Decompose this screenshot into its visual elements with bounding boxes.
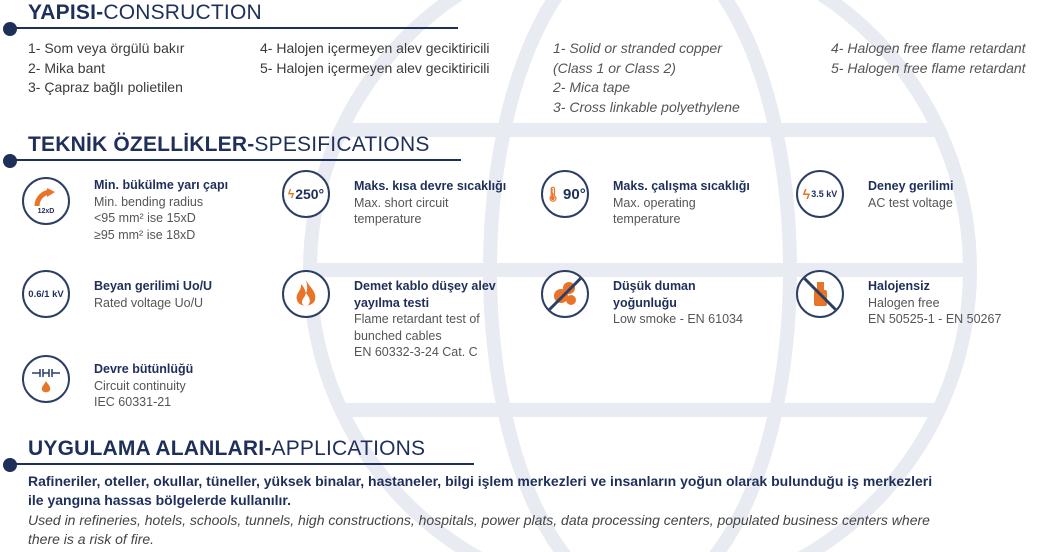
list-item: 4- Halogen free flame retardant — [831, 40, 1026, 56]
list-item: 1- Solid or stranded copper — [553, 40, 722, 56]
spec-label-tr: Halojensiz — [868, 279, 930, 293]
list-item: 3- Cross linkable polyethylene — [553, 98, 740, 115]
construction-en-col1 — [553, 39, 740, 117]
section-bullet — [3, 22, 17, 36]
list-item: 5- Halogen free flame retardant — [831, 59, 1026, 76]
icon-label: 90° — [563, 185, 586, 203]
construction-title-bold: YAPISI- — [28, 1, 104, 24]
short-circuit-temp-icon: ϟ 250° — [282, 170, 330, 218]
operating-temp-icon: 🌡︎ 90° — [541, 170, 589, 218]
spec-line: temperature — [354, 212, 422, 226]
spec-text — [354, 278, 496, 361]
list-item: 5- Halojen içermeyen alev geciktiricili — [260, 59, 490, 76]
spec-label-tr: yoğunluğu — [613, 295, 677, 310]
applications-title — [28, 437, 425, 461]
halogen-free-icon — [796, 270, 844, 318]
section-rule — [6, 463, 474, 465]
spec-label-tr: yayılma testi — [354, 295, 430, 310]
spec-label-tr: Min. bükülme yarı çapı — [94, 178, 229, 192]
icon-label: 12xD — [37, 207, 55, 215]
list-item: 1- Som veya örgülü bakır — [28, 40, 185, 56]
specifications-title-rest: SPESIFICATIONS — [254, 133, 430, 156]
circuit-continuity-icon — [22, 355, 70, 403]
section-rule — [6, 27, 458, 29]
section-bullet — [3, 458, 17, 472]
applications-tr-line: Rafineriler, oteller, okullar, tüneller, yüksek binalar, hastaneler, bilgi işlem merkezleri ve insanların yoğun olarak bulunduğu iş merkezleri — [28, 473, 933, 489]
spec-text — [94, 177, 228, 243]
spec-line: Min. bending radius — [94, 194, 204, 209]
applications-tr-line: ile yangına hassas bölgelerde kullanılır. — [28, 492, 291, 508]
spec-label-tr: Deney gerilimi — [868, 179, 954, 193]
applications-en-line: there is a risk of fire. — [28, 531, 155, 547]
list-item: 3- Çapraz bağlı polietilen — [28, 79, 183, 95]
low-smoke-icon — [541, 270, 589, 318]
spec-text — [613, 278, 743, 328]
icon-label: 250° — [295, 186, 325, 202]
spec-line: Rated voltage Uo/U — [94, 295, 204, 310]
construction-title-rest: CONSRUCTION — [103, 1, 262, 24]
construction-en-col2 — [831, 39, 1026, 78]
test-voltage-icon: ϟ 3.5 kV — [796, 170, 844, 218]
spec-label-tr: Düşük duman — [613, 279, 696, 293]
section-rule — [6, 159, 461, 161]
spec-text — [354, 178, 506, 228]
section-bullet — [3, 154, 17, 168]
spec-label-tr: Demet kablo düşey alev — [354, 279, 496, 293]
applications-title-bold: UYGULAMA ALANLARI- — [28, 437, 272, 460]
spec-text — [613, 178, 750, 228]
spec-line: AC test voltage — [868, 195, 953, 210]
specifications-title — [28, 133, 430, 157]
spec-line: Max. operating — [613, 195, 696, 210]
list-item: 4- Halojen içermeyen alev geciktiricili — [260, 40, 490, 56]
spec-line: Max. short circuit — [354, 195, 449, 210]
spec-text — [94, 361, 193, 411]
spec-line: Low smoke - EN 61034 — [613, 312, 743, 326]
spec-text — [94, 278, 212, 311]
spec-line: Circuit continuity — [94, 378, 186, 393]
list-item: 2- Mica tape — [553, 79, 631, 95]
list-item: 2- Mika bant — [28, 59, 106, 76]
spec-text — [868, 278, 1001, 328]
spec-line: EN 50525-1 - EN 50267 — [868, 312, 1002, 326]
spec-label-tr: Devre bütünlüğü — [94, 362, 194, 376]
applications-title-rest: APPLICATIONS — [271, 437, 426, 460]
icon-label: 0.6/1 kV — [28, 288, 64, 300]
bending-radius-icon — [22, 177, 70, 225]
spec-line: temperature — [613, 212, 681, 226]
rated-voltage-icon — [22, 270, 70, 318]
spec-line: IEC 60331-21 — [94, 395, 172, 409]
spec-label-tr: Beyan gerilimi Uo/U — [94, 279, 213, 293]
spec-line: ≥95 mm² ise 18xD — [94, 227, 196, 242]
icon-label: 3.5 kV — [811, 189, 838, 199]
spec-line: Halogen free — [868, 295, 940, 310]
spec-label-tr: Maks. kısa devre sıcaklığı — [354, 179, 507, 193]
applications-en-line: Used in refineries, hotels, schools, tunnels, high constructions, hospitals, power plats, data processing centers, populated business centers where — [28, 512, 930, 528]
spec-line: Flame retardant test of — [354, 312, 480, 326]
specifications-title-bold: TEKNİK ÖZELLİKLER- — [28, 133, 255, 156]
spec-label-tr: Maks. çalışma sıcaklığı — [613, 179, 750, 193]
construction-tr-col1 — [28, 39, 184, 98]
list-item: (Class 1 or Class 2) — [553, 59, 676, 76]
flame-icon — [282, 270, 330, 318]
construction-tr-col2 — [260, 39, 490, 78]
spec-line: bunched cables — [354, 328, 442, 343]
spec-text — [868, 178, 953, 211]
spec-line: <95 mm² ise 15xD — [94, 211, 196, 225]
construction-title — [28, 1, 262, 25]
spec-line: EN 60332-3-24 Cat. C — [354, 345, 478, 359]
